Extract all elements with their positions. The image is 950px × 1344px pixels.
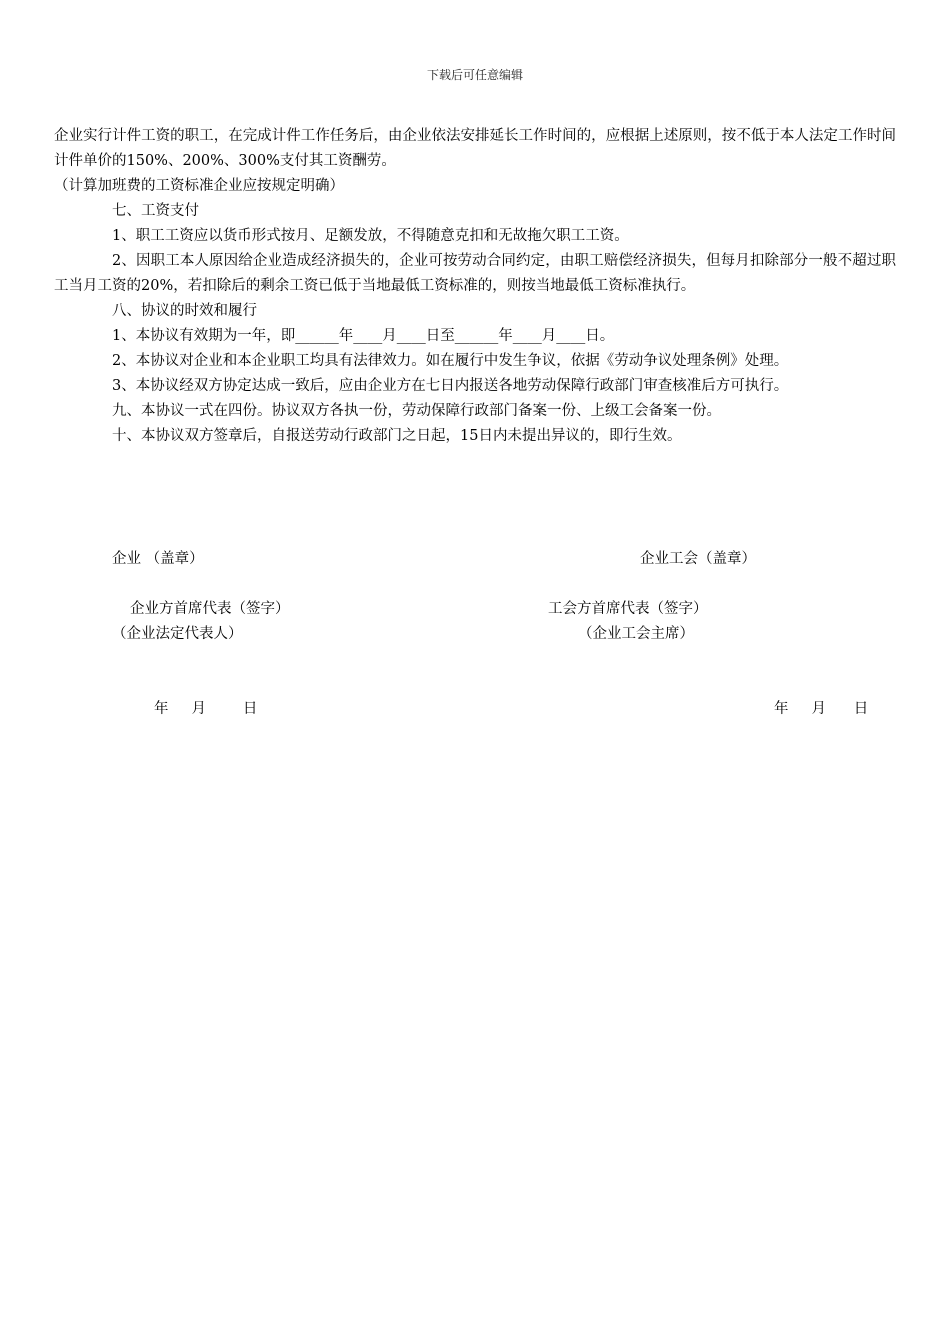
section-10: 十、本协议双方签章后，自报送劳动行政部门之日起，15日内未提出异议的，即行生效。 (112, 428, 682, 444)
enterprise-rep-note: （企业法定代表人） (112, 626, 243, 642)
page-header: 下载后可任意编辑 (426, 68, 523, 82)
enterprise-date-line: 年 月 日 (154, 701, 258, 717)
paragraph-overtime-note: （计算加班费的工资标准企业应按规定明确） (54, 178, 344, 194)
section-7-title: 七、工资支付 (112, 203, 199, 219)
union-date-line: 年 月 日 (774, 701, 869, 717)
section-8-item-3: 3、本协议经双方协定达成一致后，应由企业方在七日内报送各地劳动保障行政部门审查核准后方可执行。 (112, 378, 789, 394)
section-9: 九、本协议一式在四份。协议双方各执一份，劳动保障行政部门备案一份、上级工会备案一份。 (112, 403, 721, 419)
paragraph-piecework-overtime: 企业实行计件工资的职工，在完成计件工作任务后，由企业依法安排延长工作时间的，应根据上述原则，按不低于本人法定工作时间计件单价的150%、200%、300%支付其工资酬劳。 (54, 128, 896, 169)
document-body (54, 124, 896, 449)
enterprise-rep-signature-label: 企业方首席代表（签字） (130, 601, 290, 617)
union-rep-note: （企业工会主席） (578, 626, 694, 642)
section-7-item-2: 2、因职工本人原因给企业造成经济损失的，企业可按劳动合同约定，由职工赔偿经济损失，但每月扣除部分一般不超过职工当月工资的20%，若扣除后的剩余工资已低于当地最低工资标准的，则按当地最低工资标准执行。 (54, 253, 896, 294)
union-seal-label: 企业工会（盖章） (640, 551, 756, 567)
enterprise-seal-label: 企业 （盖章） (112, 551, 204, 567)
section-8-item-2: 2、本协议对企业和本企业职工均具有法律效力。如在履行中发生争议，依据《劳动争议处理条例》处理。 (112, 353, 789, 369)
section-8-title: 八、协议的时效和履行 (112, 303, 257, 319)
section-8-item-1: 1、本协议有效期为一年，即______年____月____日至______年____月____日。 (112, 328, 615, 344)
section-7-item-1: 1、职工工资应以货币形式按月、足额发放，不得随意克扣和无故拖欠职工工资。 (112, 228, 629, 244)
union-rep-signature-label: 工会方首席代表（签字） (548, 601, 708, 617)
